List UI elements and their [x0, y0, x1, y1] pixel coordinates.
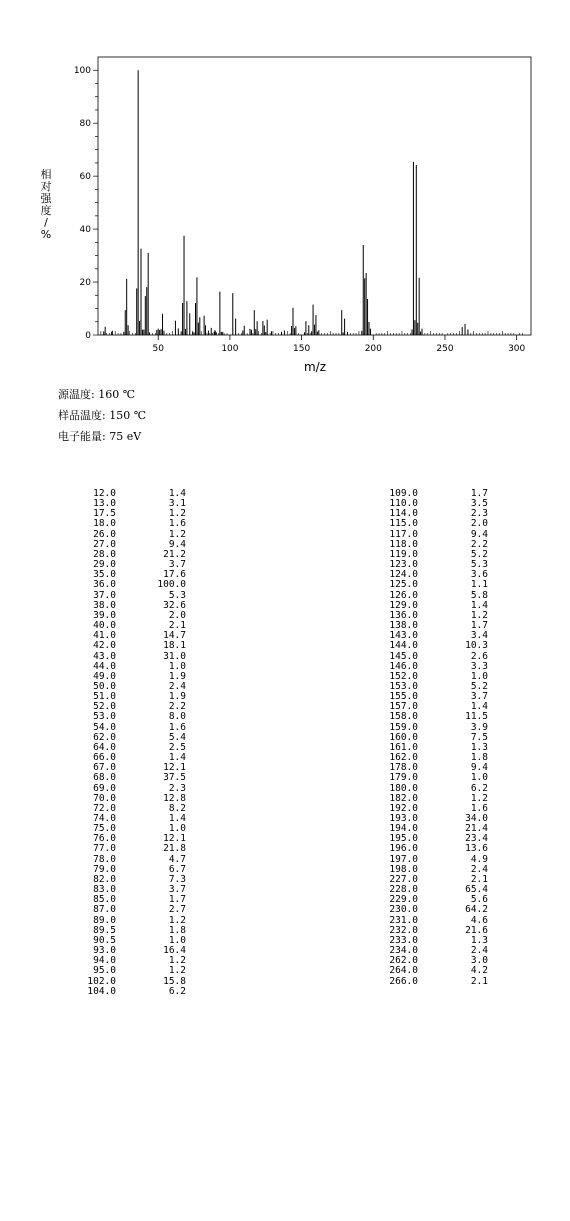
- peak-mz: 266.0: [389, 975, 418, 987]
- peak-abundance: 2.1: [470, 975, 488, 987]
- peak-mz: 227.0: [389, 873, 418, 885]
- peak-mz: 157.0: [389, 701, 418, 713]
- peak-abundance: 3.1: [168, 498, 186, 510]
- peak-mz: 87.0: [93, 904, 116, 916]
- peak-mz: 229.0: [389, 894, 418, 906]
- peak-mz: 35.0: [93, 569, 116, 581]
- peak-mz: 138.0: [389, 620, 418, 632]
- peak-abundance: 32.6: [163, 599, 186, 611]
- peak-mz: 264.0: [389, 965, 418, 977]
- peak-abundance: 1.4: [168, 752, 186, 764]
- peak-mz: 126.0: [389, 589, 418, 601]
- peak-mz: 51.0: [93, 691, 116, 703]
- peak-mz: 162.0: [389, 752, 418, 764]
- electron-energy: 电子能量: 75 eV: [58, 430, 142, 443]
- peak-abundance: 1.3: [470, 934, 488, 946]
- peak-abundance: 1.0: [168, 823, 186, 835]
- peak-mz: 161.0: [389, 741, 418, 753]
- peak-abundance: 5.2: [470, 548, 488, 560]
- peak-mz: 53.0: [93, 711, 116, 723]
- peak-abundance: 1.0: [168, 660, 186, 672]
- peak-abundance: 64.2: [465, 904, 488, 916]
- peak-row: [82, 773, 186, 783]
- peak-abundance: 1.9: [168, 691, 186, 703]
- peak-mz: 66.0: [93, 752, 116, 764]
- spectrum-bars: [104, 70, 468, 335]
- peak-mz: 49.0: [93, 670, 116, 682]
- peak-table-left: [82, 489, 186, 997]
- peak-mz: 17.5: [93, 508, 116, 520]
- peak-abundance: 2.0: [470, 518, 488, 530]
- peak-mz: 230.0: [389, 904, 418, 916]
- peak-abundance: 12.1: [163, 762, 186, 774]
- peak-mz: 74.0: [93, 813, 116, 824]
- peak-abundance: 18.1: [163, 640, 186, 652]
- peak-mz: 83.0: [93, 884, 116, 896]
- peak-abundance: 1.1: [470, 579, 488, 591]
- y-axis-title: [41, 167, 53, 241]
- peak-abundance: 1.4: [168, 488, 186, 499]
- peak-abundance: 2.2: [168, 701, 186, 713]
- peak-mz: 153.0: [389, 680, 418, 692]
- peak-abundance: 1.2: [168, 528, 186, 540]
- peak-abundance: 34.0: [465, 813, 488, 824]
- peak-abundance: 4.2: [470, 965, 488, 977]
- x-axis-ticks: [152, 335, 525, 354]
- peak-mz: 13.0: [93, 498, 116, 510]
- peak-abundance: 13.6: [465, 843, 488, 855]
- measurement-conditions: [58, 384, 146, 447]
- x-tick-label: 150: [293, 344, 311, 354]
- peak-abundance: 7.3: [168, 873, 186, 885]
- peak-abundance: 3.7: [168, 559, 186, 571]
- peak-abundance: 1.0: [168, 934, 186, 946]
- peak-abundance: 1.6: [168, 518, 186, 530]
- x-tick-label: 250: [436, 344, 454, 354]
- peak-abundance: 5.2: [470, 680, 488, 692]
- peak-abundance: 12.1: [163, 833, 186, 845]
- peak-abundance: 2.1: [168, 620, 186, 632]
- peak-abundance: 1.2: [470, 609, 488, 621]
- peak-mz: 89.5: [93, 924, 116, 936]
- peak-abundance: 4.9: [470, 853, 488, 865]
- peak-abundance: 5.3: [470, 559, 488, 571]
- y-axis-title-char: /: [44, 216, 48, 229]
- peak-abundance: 2.0: [168, 609, 186, 621]
- peak-row: [384, 641, 488, 651]
- peak-abundance: 6.2: [168, 985, 186, 997]
- x-tick-label: 200: [364, 344, 382, 354]
- peak-abundance: 1.4: [470, 599, 488, 611]
- peak-abundance: 1.6: [168, 721, 186, 733]
- peak-mz: 38.0: [93, 599, 116, 611]
- peak-mz: 110.0: [389, 498, 418, 510]
- peak-abundance: 2.3: [168, 782, 186, 794]
- peak-mz: 37.0: [93, 589, 116, 601]
- peak-abundance: 10.3: [465, 640, 488, 652]
- peak-abundance: 6.7: [168, 863, 186, 875]
- y-tick-label: 40: [79, 225, 91, 236]
- peak-mz: 52.0: [93, 701, 116, 713]
- peak-mz: 158.0: [389, 711, 418, 723]
- peak-abundance: 16.4: [163, 945, 186, 957]
- peak-mz: 78.0: [93, 853, 116, 865]
- peak-mz: 145.0: [389, 650, 418, 662]
- peak-abundance: 9.4: [168, 538, 186, 550]
- plot-frame: [98, 57, 531, 335]
- peak-mz: 129.0: [389, 599, 418, 611]
- peak-mz: 146.0: [389, 660, 418, 672]
- peak-abundance: 65.4: [465, 884, 488, 896]
- peak-row: [384, 977, 488, 987]
- peak-mz: 179.0: [389, 772, 418, 784]
- peak-abundance: 2.7: [168, 904, 186, 916]
- y-tick-label: 0: [85, 331, 91, 341]
- peak-abundance: 4.6: [470, 914, 488, 926]
- peak-mz: 159.0: [389, 721, 418, 733]
- x-tick-label: 100: [221, 344, 239, 354]
- peak-abundance: 37.5: [163, 772, 186, 784]
- peak-mz: 94.0: [93, 955, 116, 967]
- peak-abundance: 9.4: [470, 528, 488, 540]
- peak-abundance: 2.2: [470, 538, 488, 550]
- peak-abundance: 1.9: [168, 670, 186, 682]
- peak-mz: 12.0: [93, 488, 116, 499]
- peak-abundance: 5.4: [168, 731, 186, 743]
- peak-abundance: 1.4: [470, 701, 488, 713]
- peak-mz: 36.0: [93, 579, 116, 591]
- peak-abundance: 14.7: [163, 630, 186, 642]
- peak-abundance: 5.6: [470, 894, 488, 906]
- peak-mz: 50.0: [93, 680, 116, 692]
- peak-mz: 62.0: [93, 731, 116, 743]
- peak-mz: 102.0: [87, 975, 116, 987]
- peak-mz: 118.0: [389, 538, 418, 550]
- peak-mz: 178.0: [389, 762, 418, 774]
- peak-abundance: 6.2: [470, 782, 488, 794]
- peak-mz: 43.0: [93, 650, 116, 662]
- peak-mz: 119.0: [389, 548, 418, 560]
- y-axis-title-char: 相: [40, 168, 52, 181]
- peak-abundance: 2.4: [470, 863, 488, 875]
- peak-mz: 89.0: [93, 914, 116, 926]
- peak-mz: 262.0: [389, 955, 418, 967]
- peak-mz: 44.0: [93, 660, 116, 672]
- peak-abundance: 3.7: [168, 884, 186, 896]
- peak-mz: 42.0: [93, 640, 116, 652]
- peak-abundance: 4.7: [168, 853, 186, 865]
- peak-mz: 95.0: [93, 965, 116, 977]
- peak-mz: 69.0: [93, 782, 116, 794]
- peak-mz: 115.0: [389, 518, 418, 530]
- peak-abundance: 1.7: [470, 488, 488, 499]
- peak-abundance: 3.3: [470, 660, 488, 672]
- peak-mz: 152.0: [389, 670, 418, 682]
- peak-mz: 29.0: [93, 559, 116, 571]
- peak-mz: 70.0: [93, 792, 116, 804]
- peak-mz: 194.0: [389, 823, 418, 835]
- peak-mz: 64.0: [93, 741, 116, 753]
- peak-mz: 234.0: [389, 945, 418, 957]
- peak-abundance: 9.4: [470, 762, 488, 774]
- y-tick-label: 100: [73, 66, 91, 77]
- peak-mz: 123.0: [389, 559, 418, 571]
- peak-abundance: 2.5: [168, 741, 186, 753]
- y-tick-label: 80: [79, 119, 91, 130]
- peak-abundance: 5.3: [168, 589, 186, 601]
- peak-mz: 93.0: [93, 945, 116, 957]
- peak-abundance: 3.7: [470, 691, 488, 703]
- peak-mz: 18.0: [93, 518, 116, 530]
- peak-abundance: 1.0: [470, 670, 488, 682]
- peak-mz: 231.0: [389, 914, 418, 926]
- peak-abundance: 1.0: [470, 772, 488, 784]
- peak-mz: 26.0: [93, 528, 116, 540]
- peak-row: [384, 966, 488, 976]
- peak-mz: 77.0: [93, 843, 116, 855]
- peak-mz: 136.0: [389, 609, 418, 621]
- peak-mz: 228.0: [389, 884, 418, 896]
- y-axis-title-char: 对: [40, 180, 52, 193]
- peak-mz: 68.0: [93, 772, 116, 784]
- peak-mz: 39.0: [93, 609, 116, 621]
- peak-abundance: 21.4: [465, 823, 488, 835]
- peak-mz: 197.0: [389, 853, 418, 865]
- peak-abundance: 8.2: [168, 802, 186, 814]
- peak-abundance: 21.2: [163, 548, 186, 560]
- peak-mz: 104.0: [87, 985, 116, 997]
- peak-mz: 198.0: [389, 863, 418, 875]
- peak-row: [82, 987, 186, 997]
- peak-mz: 232.0: [389, 924, 418, 936]
- peak-abundance: 8.0: [168, 711, 186, 723]
- peak-abundance: 1.7: [168, 894, 186, 906]
- peak-abundance: 23.4: [465, 833, 488, 845]
- peak-row: [82, 641, 186, 651]
- peak-abundance: 1.7: [470, 620, 488, 632]
- y-axis-title-char: 强: [40, 192, 52, 205]
- peak-abundance: 2.4: [470, 945, 488, 957]
- peak-mz: 196.0: [389, 843, 418, 855]
- peak-abundance: 1.2: [168, 914, 186, 926]
- peak-row: [384, 773, 488, 783]
- peak-mz: 85.0: [93, 894, 116, 906]
- peak-abundance: 17.6: [163, 569, 186, 581]
- peak-mz: 109.0: [389, 488, 418, 499]
- peak-mz: 193.0: [389, 813, 418, 824]
- peak-row: [82, 966, 186, 976]
- peak-abundance: 1.2: [168, 965, 186, 977]
- y-tick-label: 20: [79, 278, 91, 289]
- peak-mz: 195.0: [389, 833, 418, 845]
- peak-mz: 90.5: [93, 934, 116, 946]
- peak-mz: 182.0: [389, 792, 418, 804]
- peak-abundance: 5.8: [470, 589, 488, 601]
- peak-mz: 75.0: [93, 823, 116, 835]
- peak-mz: 114.0: [389, 508, 418, 520]
- sample-temperature: 样品温度: 150 ℃: [58, 409, 146, 422]
- peak-mz: 28.0: [93, 548, 116, 560]
- source-temperature: 源温度: 160 ℃: [58, 388, 135, 401]
- peak-mz: 160.0: [389, 731, 418, 743]
- peak-abundance: 1.2: [168, 508, 186, 520]
- peak-mz: 54.0: [93, 721, 116, 733]
- peak-abundance: 2.3: [470, 508, 488, 520]
- peak-abundance: 1.6: [470, 802, 488, 814]
- x-tick-label: 50: [152, 344, 164, 354]
- peak-abundance: 15.8: [163, 975, 186, 987]
- y-axis-ticks: [74, 66, 98, 341]
- peak-abundance: 2.4: [168, 680, 186, 692]
- peak-abundance: 3.4: [470, 630, 488, 642]
- peak-abundance: 1.2: [168, 955, 186, 967]
- peak-abundance: 3.9: [470, 721, 488, 733]
- peak-abundance: 21.6: [465, 924, 488, 936]
- peak-mz: 143.0: [389, 630, 418, 642]
- x-axis-title: m/z: [303, 360, 327, 374]
- peak-mz: 27.0: [93, 538, 116, 550]
- peak-mz: 192.0: [389, 802, 418, 814]
- y-axis-title-char: %: [40, 228, 52, 241]
- peak-abundance: 2.6: [470, 650, 488, 662]
- peak-mz: 82.0: [93, 873, 116, 885]
- peak-abundance: 2.1: [470, 873, 488, 885]
- peak-mz: 79.0: [93, 863, 116, 875]
- peak-abundance: 7.5: [470, 731, 488, 743]
- peak-abundance: 1.2: [470, 792, 488, 804]
- peak-abundance: 100.0: [157, 579, 186, 591]
- x-tick-label: 300: [508, 344, 526, 354]
- peak-mz: 76.0: [93, 833, 116, 845]
- peak-table-right: [384, 489, 488, 987]
- y-tick-label: 60: [79, 172, 91, 183]
- peak-mz: 144.0: [389, 640, 418, 652]
- peak-abundance: 1.4: [168, 813, 186, 824]
- peak-abundance: 11.5: [465, 711, 488, 723]
- peak-abundance: 1.8: [470, 752, 488, 764]
- peak-mz: 155.0: [389, 691, 418, 703]
- peak-abundance: 1.8: [168, 924, 186, 936]
- peak-mz: 233.0: [389, 934, 418, 946]
- peak-abundance: 3.6: [470, 569, 488, 581]
- y-axis-title-char: 度: [40, 204, 52, 217]
- peak-mz: 67.0: [93, 762, 116, 774]
- peak-abundance: 1.3: [470, 741, 488, 753]
- peak-mz: 117.0: [389, 528, 418, 540]
- peak-mz: 40.0: [93, 620, 116, 632]
- peak-mz: 125.0: [389, 579, 418, 591]
- peak-mz: 72.0: [93, 802, 116, 814]
- peak-abundance: 3.5: [470, 498, 488, 510]
- mass-spectrum-chart: [0, 0, 570, 380]
- peak-mz: 124.0: [389, 569, 418, 581]
- peak-mz: 41.0: [93, 630, 116, 642]
- peak-abundance: 21.8: [163, 843, 186, 855]
- peak-abundance: 12.8: [163, 792, 186, 804]
- peak-abundance: 31.0: [163, 650, 186, 662]
- peak-mz: 180.0: [389, 782, 418, 794]
- peak-abundance: 3.0: [470, 955, 488, 967]
